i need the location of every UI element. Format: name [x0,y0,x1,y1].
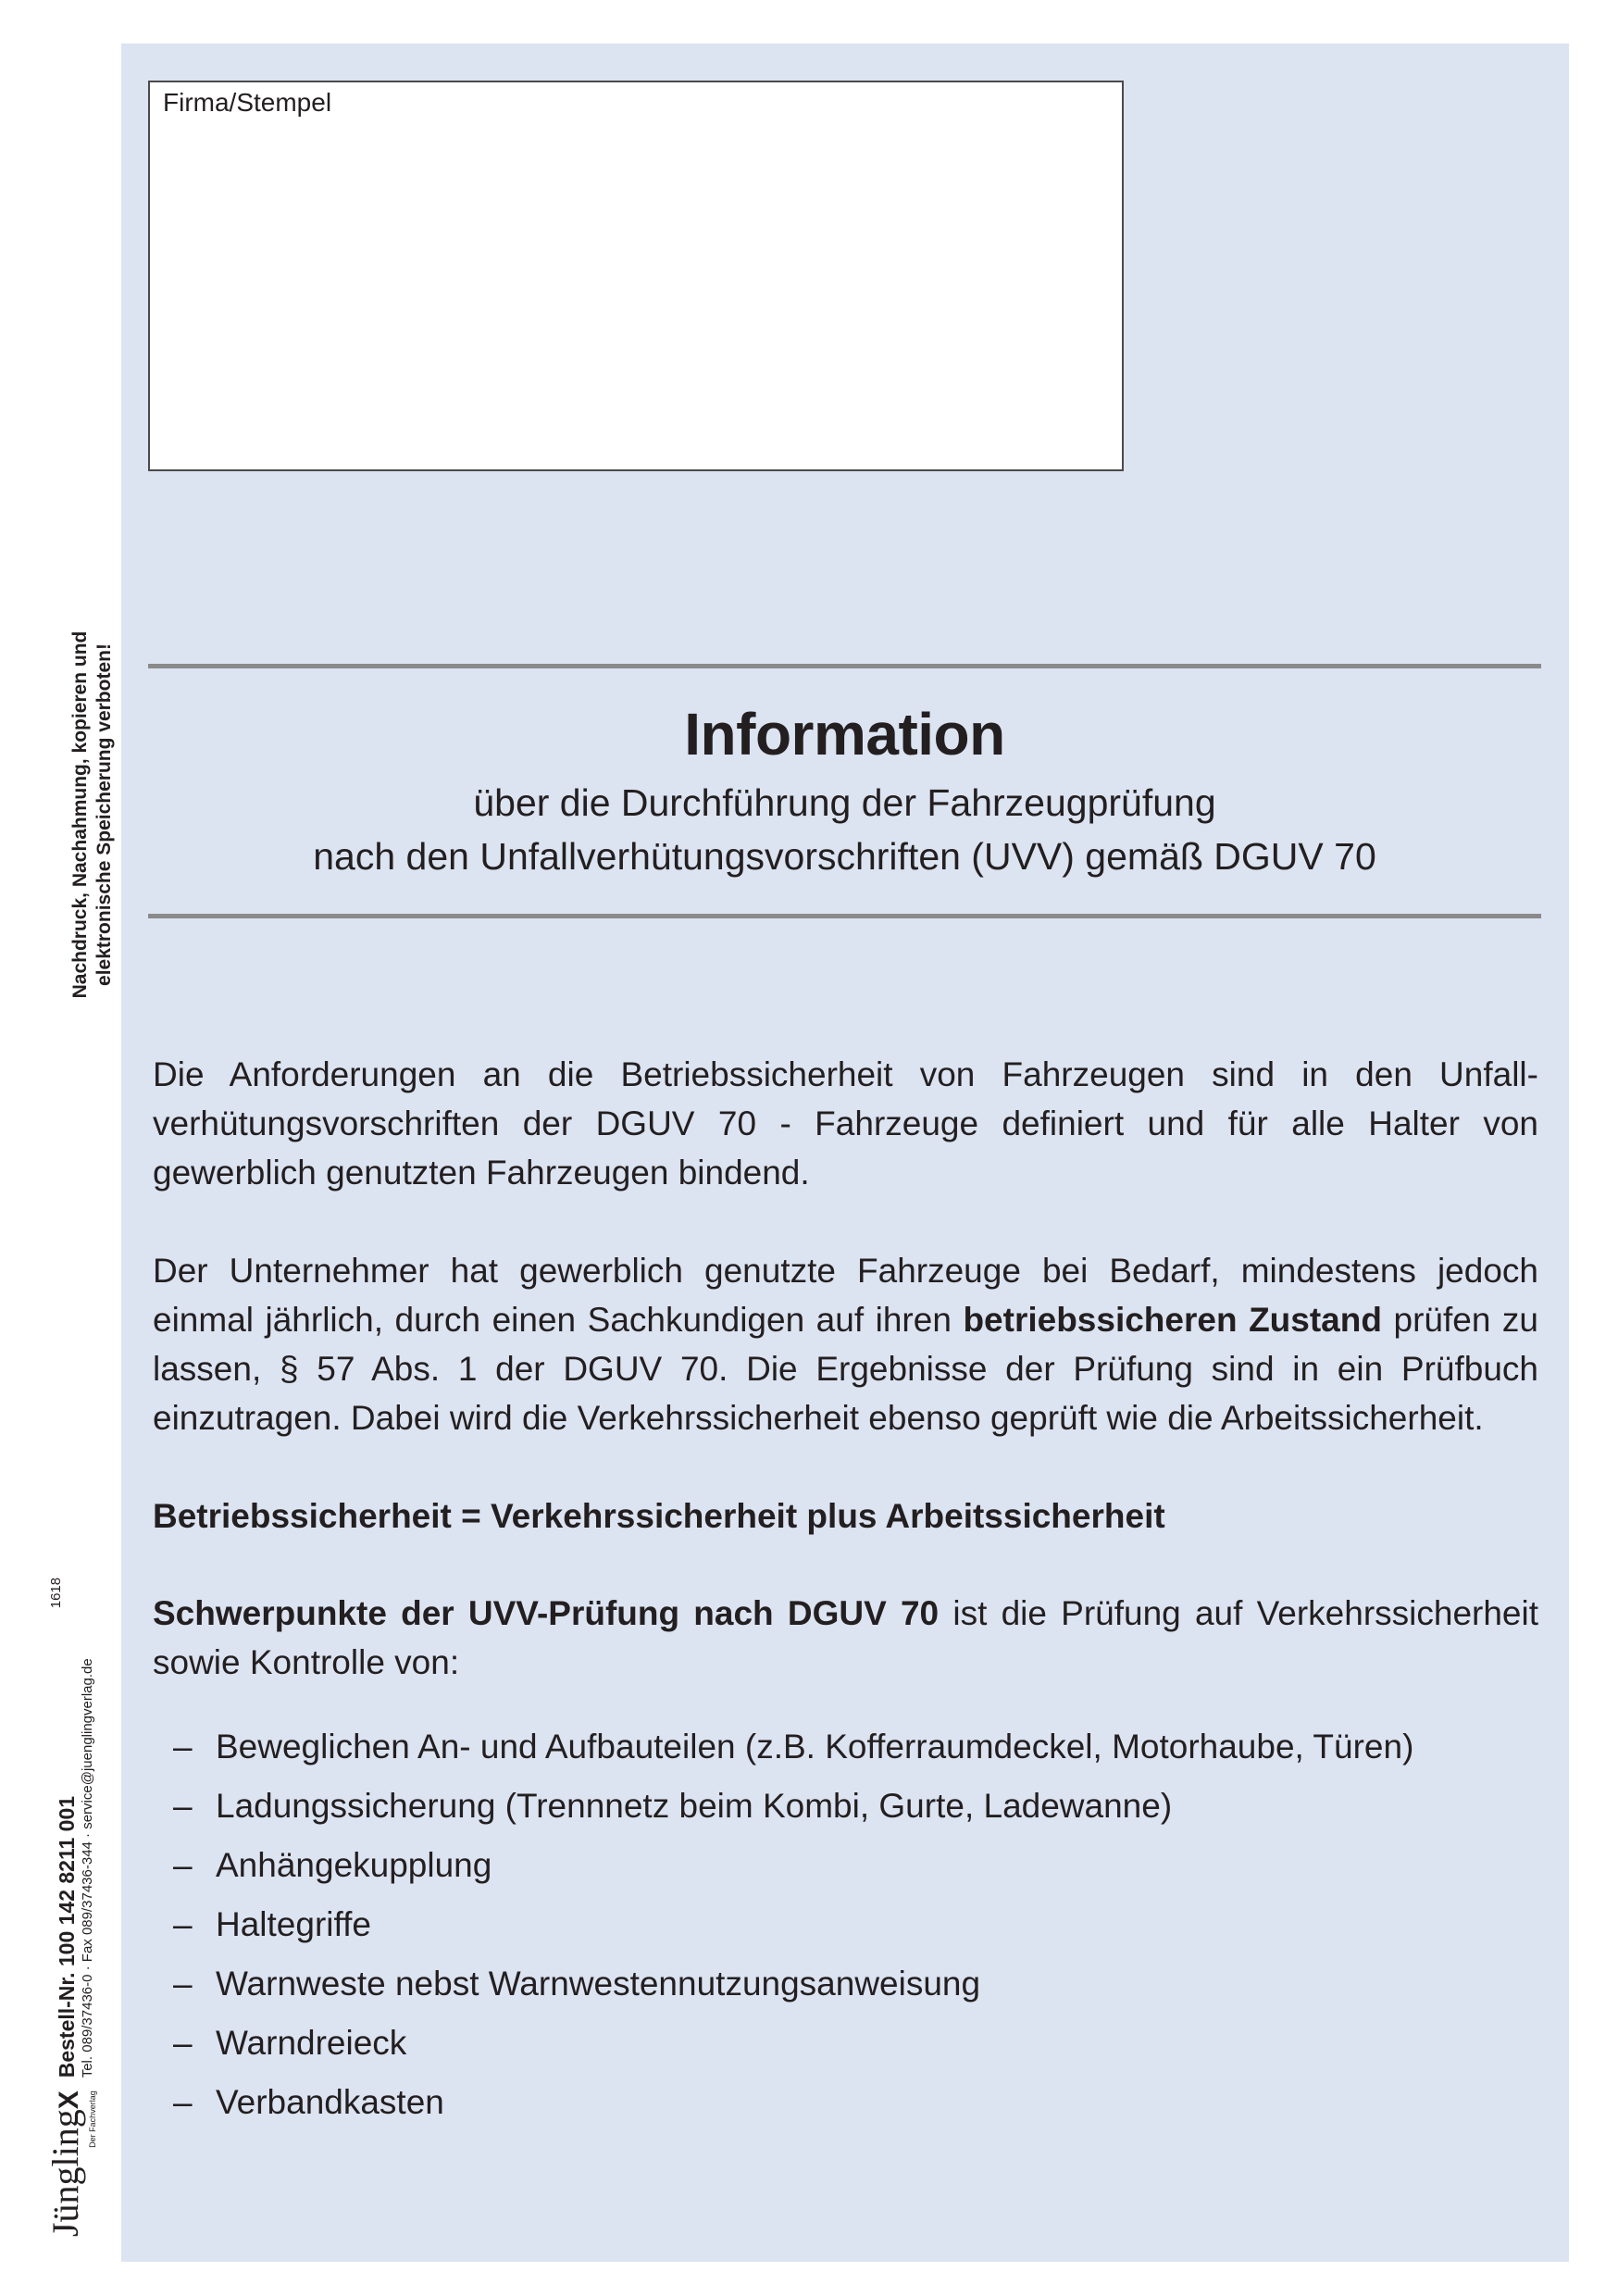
list-dash: – [173,2024,193,2062]
title-block [148,693,1541,883]
document-title: Information [684,701,1005,767]
list-item-text: Beweglichen An- und Aufbauteilen (z.B. Kofferraumdeckel, Motorhaube, Türen) [216,1728,1414,1766]
inspection-checklist [153,1717,1538,2132]
list-dash: – [173,1846,193,1884]
paragraph-focus-points [153,1589,1538,1687]
publisher-logo [44,2090,97,2238]
bottom-divider [148,914,1541,918]
paragraph-requirements: Die Anforderungen an die Betriebssicherheit von Fahrzeugen sind in den Unfallverhütungsvorschriften der DGUV 70 - Fahrzeuge definiert und für alle Halter von gewerblich genutzten Fahrzeugen bindend. [153,1055,1538,1192]
paragraph-inspection-duty [153,1246,1538,1442]
list-item [153,1777,1538,1836]
publisher-x-icon: X [54,2090,84,2110]
list-item-text: Warnweste nebst Warnwestennutzungsanweisung [216,1965,981,2003]
list-dash: – [173,1905,193,1943]
copyright-line-1: Nachdruck, Nachahmung, kopieren und [69,630,91,999]
publisher-contact: Tel. 089/37436-0 · Fax 089/37436-344 · service@juenglingverlag.de [80,1658,95,2078]
publisher-tagline: Der Fachverlag [88,2090,97,2148]
focus-heading: Schwerpunkte der UVV-Prüfung nach DGUV 70 [153,1594,940,1632]
list-item-text: Warndreieck [216,2024,407,2062]
list-item [153,2073,1538,2132]
list-item-text: Anhängekupplung [216,1846,492,1884]
list-item [153,2014,1538,2073]
list-item [153,1717,1538,1777]
list-dash: – [173,1965,193,2003]
focus-text: ist die Prüfung auf Verkehrssicherheit sowie Kontrolle von: [153,1594,1538,1681]
list-item-text: Ladungssicherung (Trennnetz beim Kombi, Gurte, Ladewanne) [216,1787,1173,1825]
copyright-line-2: elektronische Speicherung verboten! [93,643,115,986]
emphasis-safe-condition: betriebssicheren Zustand [963,1301,1382,1339]
list-item [153,1836,1538,1895]
top-divider [148,664,1541,668]
form-code: 1618 [48,1577,64,1609]
subtitle-line-1: über die Durchführung der Fahrzeugprüfung [473,781,1216,824]
publisher-wordmark: Jüngling [44,2109,86,2238]
order-info [55,1658,97,2078]
list-dash: – [173,1728,193,1766]
list-item [153,1954,1538,2014]
list-dash: – [173,1787,193,1825]
company-stamp-box[interactable] [148,81,1124,471]
paragraph-inspection-text-end: prüfen zu lassen, § 57 Abs. 1 der DGUV 70. Die Ergebnisse der Prüfung sind in ein Prüfbuch einzutragen. Dabei wird die Verkehrssicherheit ebenso geprüft wie die Arbeitssicherheit. [153,1301,1538,1437]
list-item [153,1895,1538,1954]
document-body [153,1050,1538,2132]
paragraph-inspection-text: Der Unternehmer hat gewerblich genutzte Fahrzeuge bei Bedarf, mindestens jedoch einmal jährlich, durch einen Sachkundigen auf ihren [153,1252,1538,1339]
list-item-text: Verbandkasten [216,2083,444,2121]
subtitle-line-2: nach den Unfallverhütungsvorschriften (UVV) gemäß DGUV 70 [313,835,1376,878]
stamp-box-label: Firma/Stempel [163,88,332,117]
safety-equation [153,1491,1538,1541]
order-number: Bestell-Nr. 100 142 8211 001 [55,1795,79,2078]
list-item-text: Haltegriffe [216,1905,371,1943]
list-dash: – [173,2083,193,2121]
safety-equation-text: Betriebssicherheit = Verkehrssicherheit plus Arbeitssicherheit [153,1497,1165,1535]
